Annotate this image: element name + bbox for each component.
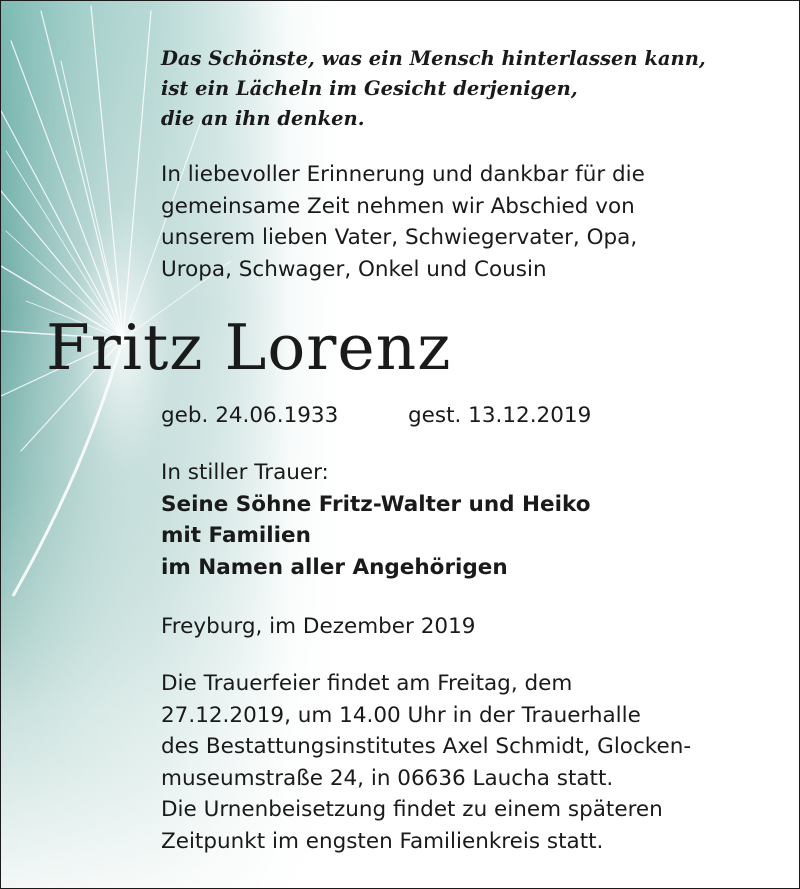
ceremony-line: Zeitpunkt im engsten Familienkreis statt. xyxy=(161,828,604,854)
mourner-line: Seine Söhne Fritz-Walter und Heiko xyxy=(161,491,591,517)
ceremony-line: Die Urnenbeisetzung findet zu einem späteren xyxy=(161,797,663,822)
motto-line: ist ein Lächeln im Gesicht derjenigen, xyxy=(161,77,578,100)
intro-line: In liebevoller Erinnerung und dankbar für die xyxy=(161,162,645,187)
motto-quote xyxy=(161,44,706,134)
mourners-heading: In stiller Trauer: xyxy=(161,460,329,485)
intro-line: unserem lieben Vater, Schwiegervater, Opa, xyxy=(161,225,638,250)
death-date: gest. 13.12.2019 xyxy=(408,403,592,428)
mourner-line: mit Familien xyxy=(161,523,311,548)
ceremony-info xyxy=(161,668,691,857)
motto-line: Das Schönste, was ein Mensch hinterlassen kann, xyxy=(161,47,706,70)
intro-text xyxy=(161,159,645,285)
birth-date: geb. 24.06.1933 xyxy=(161,403,339,428)
motto-line: die an ihn denken. xyxy=(161,107,365,130)
intro-line: gemeinsame Zeit nehmen wir Abschied von xyxy=(161,193,635,219)
intro-line: Uropa, Schwager, Onkel und Cousin xyxy=(161,256,547,282)
ceremony-line: Die Trauerfeier findet am Freitag, dem xyxy=(161,671,573,696)
mourners-block xyxy=(161,457,590,583)
ceremony-line: des Bestattungsinstitutes Axel Schmidt, Glocken- xyxy=(161,734,692,759)
ceremony-line: 27.12.2019, um 14.00 Uhr in der Trauerhalle xyxy=(161,702,641,728)
mourner-line: im Namen aller Angehörigen xyxy=(161,554,508,580)
ceremony-line: museumstraße 24, in 06636 Laucha statt. xyxy=(161,765,614,791)
place-date: Freyburg, im Dezember 2019 xyxy=(161,614,476,639)
deceased-name: Fritz Lorenz xyxy=(46,311,452,384)
